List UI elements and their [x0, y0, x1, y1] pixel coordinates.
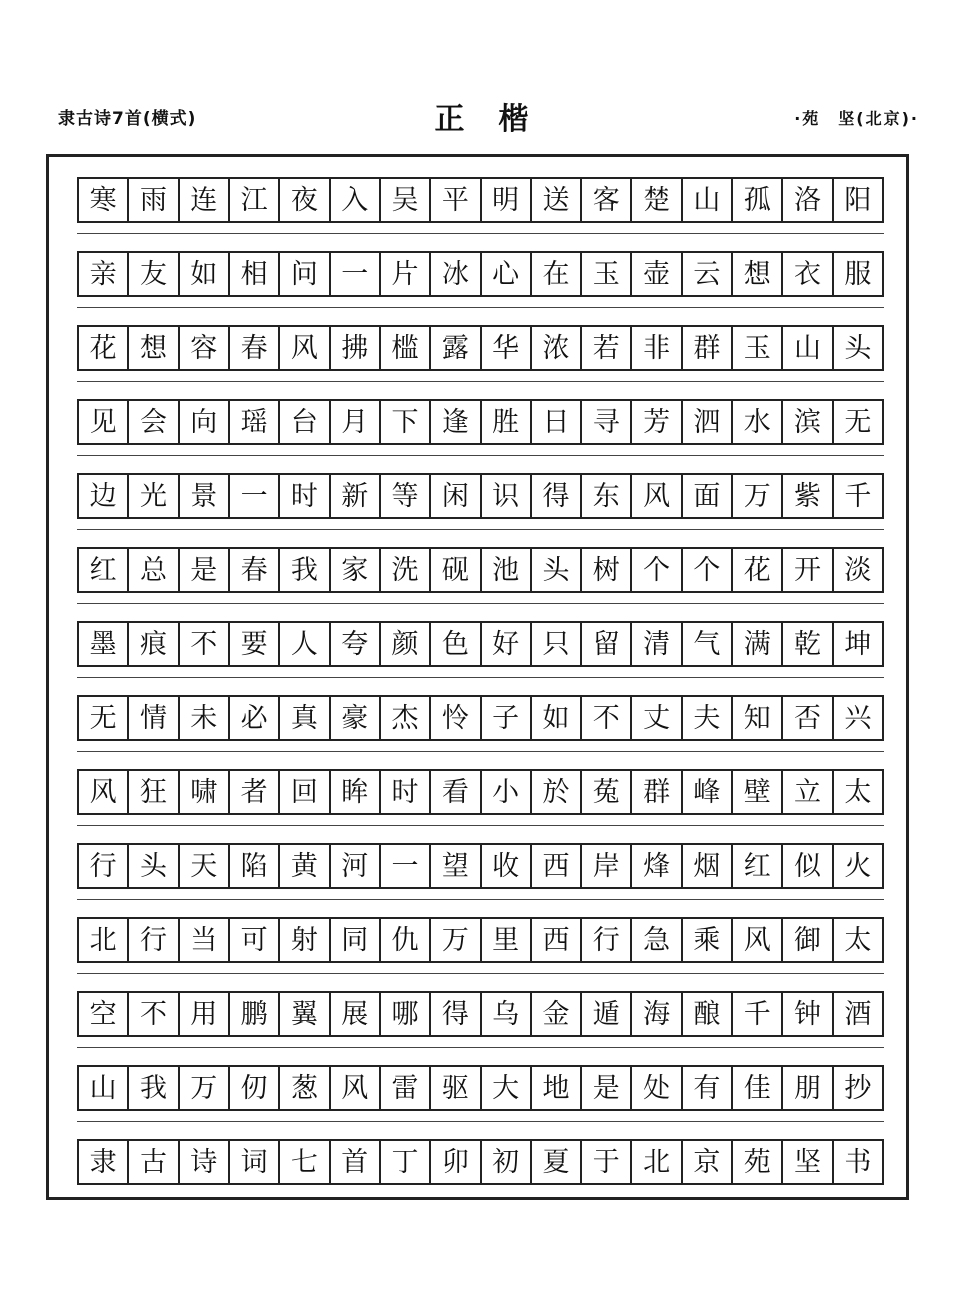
grid-cell: 我 — [280, 549, 330, 591]
grid-cell: 千 — [844, 480, 872, 512]
grid-cell: 山 — [683, 179, 733, 221]
grid-cell: 不 — [180, 623, 230, 665]
grid-cell: 砚 — [431, 549, 481, 591]
grid-cell: 春 — [230, 327, 280, 369]
grid-cell: 得 — [532, 475, 582, 517]
grid-cell: 朋 — [783, 1067, 833, 1109]
grid-cell: 客 — [582, 179, 632, 221]
grid-cell: 雷 — [381, 1067, 431, 1109]
grid-cell: 边 — [79, 475, 129, 517]
grid-cell: 黄 — [280, 845, 330, 887]
grid-cell: 头 — [129, 845, 179, 887]
grid-cell: 心 — [482, 253, 532, 295]
grid-cell: 太 — [844, 776, 872, 808]
grid-cell: 千 — [733, 993, 783, 1035]
grid-cell: 坤 — [844, 628, 872, 660]
grid-row — [77, 917, 884, 963]
grid-row — [77, 399, 884, 445]
grid-cell: 当 — [180, 919, 230, 961]
grid-cell: 同 — [331, 919, 381, 961]
grid-cell: 群 — [683, 327, 733, 369]
grid-cell: 连 — [180, 179, 230, 221]
grid-cell: 仇 — [381, 919, 431, 961]
grid-cell: 壁 — [733, 771, 783, 813]
grid-cell: 如 — [180, 253, 230, 295]
grid-cell: 滨 — [783, 401, 833, 443]
grid-cell: 看 — [431, 771, 481, 813]
grid-cell: 啸 — [180, 771, 230, 813]
grid-cell: 月 — [331, 401, 381, 443]
grid-cell: 壶 — [632, 253, 682, 295]
grid-cell: 望 — [431, 845, 481, 887]
grid-cell: 瑶 — [230, 401, 280, 443]
grid-cell: 色 — [431, 623, 481, 665]
grid-cell: 空 — [79, 993, 129, 1035]
grid-cell: 玉 — [582, 253, 632, 295]
grid-cell: 否 — [783, 697, 833, 739]
grid-cell: 我 — [129, 1067, 179, 1109]
grid-cell: 乘 — [683, 919, 733, 961]
grid-cell: 金 — [532, 993, 582, 1035]
grid-cell: 颜 — [381, 623, 431, 665]
grid-cell: 驱 — [431, 1067, 481, 1109]
grid-cell: 洛 — [783, 179, 833, 221]
grid-cell: 友 — [129, 253, 179, 295]
grid-cell: 痕 — [129, 623, 179, 665]
grid-cell: 地 — [532, 1067, 582, 1109]
grid-cell: 有 — [683, 1067, 733, 1109]
grid-cell: 送 — [532, 179, 582, 221]
grid-row — [77, 177, 884, 223]
grid-cell: 红 — [733, 845, 783, 887]
grid-cell: 在 — [532, 253, 582, 295]
grid-cell: 个 — [632, 549, 682, 591]
grid-cell: 不 — [582, 697, 632, 739]
grid-cell: 风 — [733, 919, 783, 961]
grid-cell: 诗 — [180, 1141, 230, 1183]
grid-cell: 只 — [532, 623, 582, 665]
grid-cell: 东 — [582, 475, 632, 517]
grid-cell: 开 — [783, 549, 833, 591]
grid-cell: 总 — [129, 549, 179, 591]
grid-cell: 衣 — [783, 253, 833, 295]
grid-cell: 天 — [180, 845, 230, 887]
page-title: 正楷 — [434, 102, 563, 137]
grid-cell: 狂 — [129, 771, 179, 813]
grid-cell: 丈 — [632, 697, 682, 739]
grid-cell: 风 — [331, 1067, 381, 1109]
grid-cell: 菟 — [582, 771, 632, 813]
grid-cell: 平 — [431, 179, 481, 221]
grid-cell: 见 — [79, 401, 129, 443]
grid-cell: 满 — [733, 623, 783, 665]
grid-cell: 闲 — [431, 475, 481, 517]
grid-cell: 急 — [632, 919, 682, 961]
grid-cell: 风 — [280, 327, 330, 369]
grid-cell: 不 — [129, 993, 179, 1035]
grid-cell: 芳 — [632, 401, 682, 443]
grid-cell: 书 — [844, 1146, 872, 1178]
grid-cell: 红 — [79, 549, 129, 591]
grid-cell: 小 — [482, 771, 532, 813]
grid-cell: 太 — [844, 924, 872, 956]
grid-cell: 无 — [844, 406, 872, 438]
grid-cell: 非 — [632, 327, 682, 369]
grid-cell: 片 — [381, 253, 431, 295]
grid-cell: 清 — [632, 623, 682, 665]
grid-cell: 景 — [180, 475, 230, 517]
grid-cell: 处 — [632, 1067, 682, 1109]
grid-cell: 寻 — [582, 401, 632, 443]
grid-cell: 浓 — [532, 327, 582, 369]
grid-cell: 入 — [331, 179, 381, 221]
grid-cell: 峰 — [683, 771, 733, 813]
grid-cell: 丁 — [381, 1141, 431, 1183]
grid-cell: 紫 — [783, 475, 833, 517]
grid-cell: 槛 — [381, 327, 431, 369]
grid-cell: 可 — [230, 919, 280, 961]
grid-cell: 行 — [582, 919, 632, 961]
calligraphy-grid — [77, 177, 884, 1213]
grid-cell: 用 — [180, 993, 230, 1035]
grid-cell: 向 — [180, 401, 230, 443]
grid-cell: 眸 — [331, 771, 381, 813]
grid-cell: 鹏 — [230, 993, 280, 1035]
grid-cell: 要 — [230, 623, 280, 665]
grid-cell: 西 — [532, 919, 582, 961]
grid-cell: 台 — [280, 401, 330, 443]
grid-cell: 会 — [129, 401, 179, 443]
grid-row — [77, 621, 884, 667]
grid-cell: 遁 — [582, 993, 632, 1035]
grid-cell: 夫 — [683, 697, 733, 739]
grid-cell: 时 — [381, 771, 431, 813]
grid-cell: 行 — [129, 919, 179, 961]
grid-cell: 池 — [482, 549, 532, 591]
grid-cell: 夏 — [532, 1141, 582, 1183]
grid-cell: 似 — [783, 845, 833, 887]
grid-cell: 豪 — [331, 697, 381, 739]
grid-cell: 北 — [79, 919, 129, 961]
grid-cell: 露 — [431, 327, 481, 369]
grid-cell: 行 — [79, 845, 129, 887]
grid-cell: 怜 — [431, 697, 481, 739]
grid-cell: 雨 — [129, 179, 179, 221]
grid-cell: 一 — [331, 253, 381, 295]
grid-cell: 者 — [230, 771, 280, 813]
grid-row — [77, 695, 884, 741]
grid-row — [77, 1065, 884, 1111]
grid-cell: 卯 — [431, 1141, 481, 1183]
grid-cell: 想 — [129, 327, 179, 369]
grid-row — [77, 547, 884, 593]
grid-cell: 立 — [783, 771, 833, 813]
grid-cell: 必 — [230, 697, 280, 739]
grid-cell: 春 — [230, 549, 280, 591]
grid-cell: 回 — [280, 771, 330, 813]
grid-cell: 一 — [381, 845, 431, 887]
grid-cell: 万 — [431, 919, 481, 961]
grid-cell: 亲 — [79, 253, 129, 295]
grid-cell: 云 — [683, 253, 733, 295]
header-left-title: 隶古诗7首(横式) — [58, 109, 197, 129]
grid-cell: 好 — [482, 623, 532, 665]
grid-cell: 华 — [482, 327, 532, 369]
grid-cell: 时 — [280, 475, 330, 517]
grid-cell: 树 — [582, 549, 632, 591]
grid-cell: 首 — [331, 1141, 381, 1183]
grid-cell: 真 — [280, 697, 330, 739]
grid-cell: 初 — [482, 1141, 532, 1183]
grid-cell: 洗 — [381, 549, 431, 591]
grid-cell: 下 — [381, 401, 431, 443]
grid-cell: 陷 — [230, 845, 280, 887]
grid-cell: 是 — [180, 549, 230, 591]
grid-cell: 家 — [331, 549, 381, 591]
grid-cell: 阳 — [844, 184, 872, 216]
grid-cell: 服 — [844, 258, 872, 290]
grid-cell: 群 — [632, 771, 682, 813]
grid-cell: 夸 — [331, 623, 381, 665]
grid-cell: 花 — [733, 549, 783, 591]
grid-cell: 杰 — [381, 697, 431, 739]
grid-cell: 岸 — [582, 845, 632, 887]
grid-cell: 御 — [783, 919, 833, 961]
grid-cell: 风 — [79, 771, 129, 813]
grid-row — [77, 991, 884, 1037]
grid-cell: 楚 — [632, 179, 682, 221]
grid-cell: 情 — [129, 697, 179, 739]
grid-cell: 隶 — [79, 1141, 129, 1183]
grid-cell: 海 — [632, 993, 682, 1035]
grid-cell: 花 — [79, 327, 129, 369]
grid-row — [77, 251, 884, 297]
grid-cell: 翼 — [280, 993, 330, 1035]
grid-cell: 识 — [482, 475, 532, 517]
grid-cell: 泗 — [683, 401, 733, 443]
grid-cell: 佳 — [733, 1067, 783, 1109]
grid-cell: 想 — [733, 253, 783, 295]
grid-cell: 面 — [683, 475, 733, 517]
grid-row — [77, 769, 884, 815]
grid-cell: 京 — [683, 1141, 733, 1183]
grid-cell: 一 — [230, 475, 280, 517]
grid-cell: 大 — [482, 1067, 532, 1109]
grid-cell: 酿 — [683, 993, 733, 1035]
grid-cell: 子 — [482, 697, 532, 739]
grid-cell: 新 — [331, 475, 381, 517]
grid-cell: 逢 — [431, 401, 481, 443]
grid-cell: 寒 — [79, 179, 129, 221]
grid-cell: 乾 — [783, 623, 833, 665]
grid-row — [77, 325, 884, 371]
grid-cell: 酒 — [844, 998, 872, 1030]
grid-cell: 墨 — [79, 623, 129, 665]
grid-cell: 江 — [230, 179, 280, 221]
grid-cell: 拂 — [331, 327, 381, 369]
grid-cell: 未 — [180, 697, 230, 739]
grid-row — [77, 1139, 884, 1185]
grid-cell: 风 — [632, 475, 682, 517]
grid-cell: 相 — [230, 253, 280, 295]
grid-row — [77, 843, 884, 889]
grid-cell: 山 — [79, 1067, 129, 1109]
grid-cell: 于 — [582, 1141, 632, 1183]
grid-cell: 无 — [79, 697, 129, 739]
grid-cell: 火 — [844, 850, 872, 882]
grid-cell: 烟 — [683, 845, 733, 887]
grid-cell: 冰 — [431, 253, 481, 295]
grid-cell: 词 — [230, 1141, 280, 1183]
grid-row — [77, 473, 884, 519]
grid-cell: 等 — [381, 475, 431, 517]
grid-cell: 夜 — [280, 179, 330, 221]
grid-cell: 七 — [280, 1141, 330, 1183]
grid-cell: 山 — [783, 327, 833, 369]
grid-cell: 葱 — [280, 1067, 330, 1109]
grid-cell: 是 — [582, 1067, 632, 1109]
grid-cell: 万 — [180, 1067, 230, 1109]
grid-cell: 胜 — [482, 401, 532, 443]
grid-cell: 万 — [733, 475, 783, 517]
grid-cell: 水 — [733, 401, 783, 443]
grid-cell: 古 — [129, 1141, 179, 1183]
grid-cell: 得 — [431, 993, 481, 1035]
author-credit: ·苑 坚(北京)· — [794, 109, 919, 128]
grid-cell: 北 — [632, 1141, 682, 1183]
grid-cell: 个 — [683, 549, 733, 591]
grid-cell: 仞 — [230, 1067, 280, 1109]
grid-cell: 收 — [482, 845, 532, 887]
grid-cell: 问 — [280, 253, 330, 295]
grid-cell: 兴 — [844, 702, 872, 734]
grid-cell: 坚 — [783, 1141, 833, 1183]
grid-cell: 气 — [683, 623, 733, 665]
grid-cell: 烽 — [632, 845, 682, 887]
grid-cell: 明 — [482, 179, 532, 221]
grid-cell: 容 — [180, 327, 230, 369]
grid-cell: 头 — [844, 332, 872, 364]
grid-cell: 於 — [532, 771, 582, 813]
grid-cell: 知 — [733, 697, 783, 739]
grid-cell: 光 — [129, 475, 179, 517]
grid-cell: 里 — [482, 919, 532, 961]
grid-cell: 人 — [280, 623, 330, 665]
grid-cell: 淡 — [844, 554, 872, 586]
grid-cell: 吴 — [381, 179, 431, 221]
grid-cell: 苑 — [733, 1141, 783, 1183]
grid-cell: 河 — [331, 845, 381, 887]
grid-cell: 如 — [532, 697, 582, 739]
grid-cell: 展 — [331, 993, 381, 1035]
grid-cell: 留 — [582, 623, 632, 665]
grid-cell: 哪 — [381, 993, 431, 1035]
grid-cell: 西 — [532, 845, 582, 887]
grid-cell: 日 — [532, 401, 582, 443]
grid-cell: 乌 — [482, 993, 532, 1035]
grid-cell: 钟 — [783, 993, 833, 1035]
grid-cell: 射 — [280, 919, 330, 961]
grid-cell: 孤 — [733, 179, 783, 221]
grid-cell: 抄 — [844, 1072, 872, 1104]
grid-cell: 头 — [532, 549, 582, 591]
grid-cell: 若 — [582, 327, 632, 369]
grid-cell: 玉 — [733, 327, 783, 369]
